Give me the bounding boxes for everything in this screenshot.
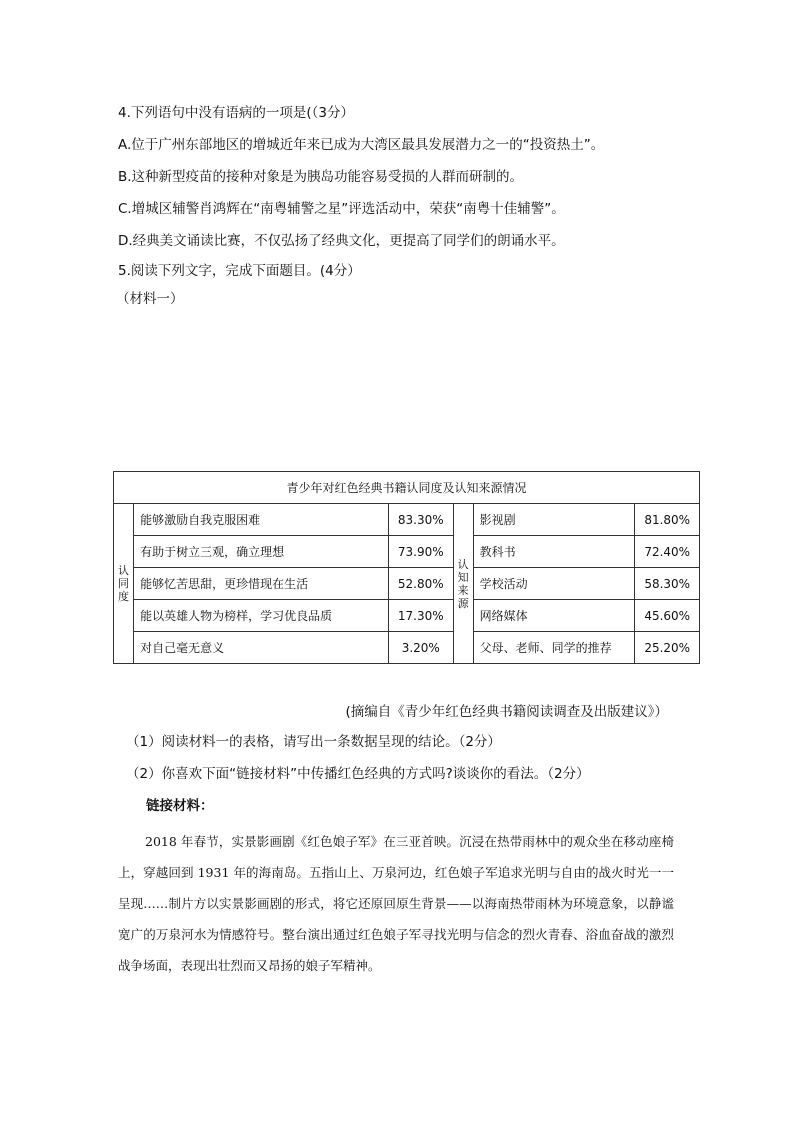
option-b: B.这种新型疫苗的接种对象是为胰岛功能容易受损的人群而研制的。 — [118, 169, 524, 185]
table-cell-source: 教科书 — [473, 536, 635, 568]
table-cell-percent: 17.30% — [389, 600, 454, 632]
table-cell-percent: 73.90% — [389, 536, 454, 568]
table-row — [114, 632, 700, 664]
table-cell-percent: 83.30% — [389, 504, 454, 536]
question-5: 5.阅读下列文字，完成下面题目。(4分） — [118, 263, 361, 279]
link-material-paragraph: 2018 年春节，实景影画剧《红色娘子军》在三亚首映。沉浸在热带雨林中的观众坐在移动座椅上，穿越回到 1931 年的海南岛。五指山上、万泉河边，红色娘子军追求光明与自由的战火时光一一呈现……制片方以实景影画剧的形式，将它还原回原生背景——以海南热带雨林为环境意象，以静谧宽广的万泉河水为情感符号。整台演出通过红色娘子军寻找光明与信念的烈火青春、浴血奋战的激烈战争场面，表现出壮烈而又昂扬的娘子军精神。 — [118, 834, 674, 973]
sub-question-1: （1）阅读材料一的表格，请写出一条数据呈现的结论。（2分） — [126, 734, 501, 750]
table-cell-source: 网络媒体 — [473, 600, 635, 632]
material-one-label: （材料一） — [116, 291, 184, 307]
question-4: 4.下列语句中没有语病的一项是(（3分） — [118, 105, 354, 121]
link-material-heading: 链接材料： — [146, 798, 214, 814]
table-cell-percent: 72.40% — [635, 536, 700, 568]
option-a: A.位于广州东部地区的增城近年来已成为大湾区最具发展潜力之一的“投资热土”。 — [118, 137, 605, 153]
table-title: 青少年对红色经典书籍认同度及认知来源情况 — [114, 472, 700, 504]
survey-table — [113, 471, 700, 664]
sub-question-2: （2）你喜欢下面“链接材料”中传播红色经典的方式吗?谈谈你的看法。（2分） — [126, 766, 590, 782]
table-cell-percent: 45.60% — [635, 600, 700, 632]
table-cell-percent: 3.20% — [389, 632, 454, 664]
table-row — [114, 568, 700, 600]
table-cell-percent: 25.20% — [635, 632, 700, 664]
cognition-source-label: 认知来源 — [453, 504, 473, 664]
table-row — [114, 536, 700, 568]
table-cell-percent: 52.80% — [389, 568, 454, 600]
table-cell-item: 能够激励自我克服困难 — [134, 504, 389, 536]
table-cell-item: 有助于树立三观，确立理想 — [134, 536, 389, 568]
table-cell-percent: 81.80% — [635, 504, 700, 536]
source-note: (摘编自《青少年红色经典书籍阅读调查及出版建议》） — [345, 704, 668, 720]
table-cell-source: 影视剧 — [473, 504, 635, 536]
table-cell-percent: 58.30% — [635, 568, 700, 600]
table-cell-item: 能以英雄人物为榜样，学习优良品质 — [134, 600, 389, 632]
table-cell-source: 父母、老师、同学的推荐 — [473, 632, 635, 664]
recognition-label: 认同度 — [114, 504, 134, 664]
table-row — [114, 600, 700, 632]
option-d: D.经典美文诵读比赛，不仅弘扬了经典文化，更提高了同学们的朗诵水平。 — [118, 233, 565, 249]
table-cell-source: 学校活动 — [473, 568, 635, 600]
table-row — [114, 504, 700, 536]
table-cell-item: 对自己毫无意义 — [134, 632, 389, 664]
table-cell-item: 能够忆苦思甜，更珍惜现在生活 — [134, 568, 389, 600]
option-c: C.增城区辅警肖鸿辉在“南粤辅警之星”评选活动中，荣获“南粤十佳辅警”。 — [118, 201, 565, 217]
